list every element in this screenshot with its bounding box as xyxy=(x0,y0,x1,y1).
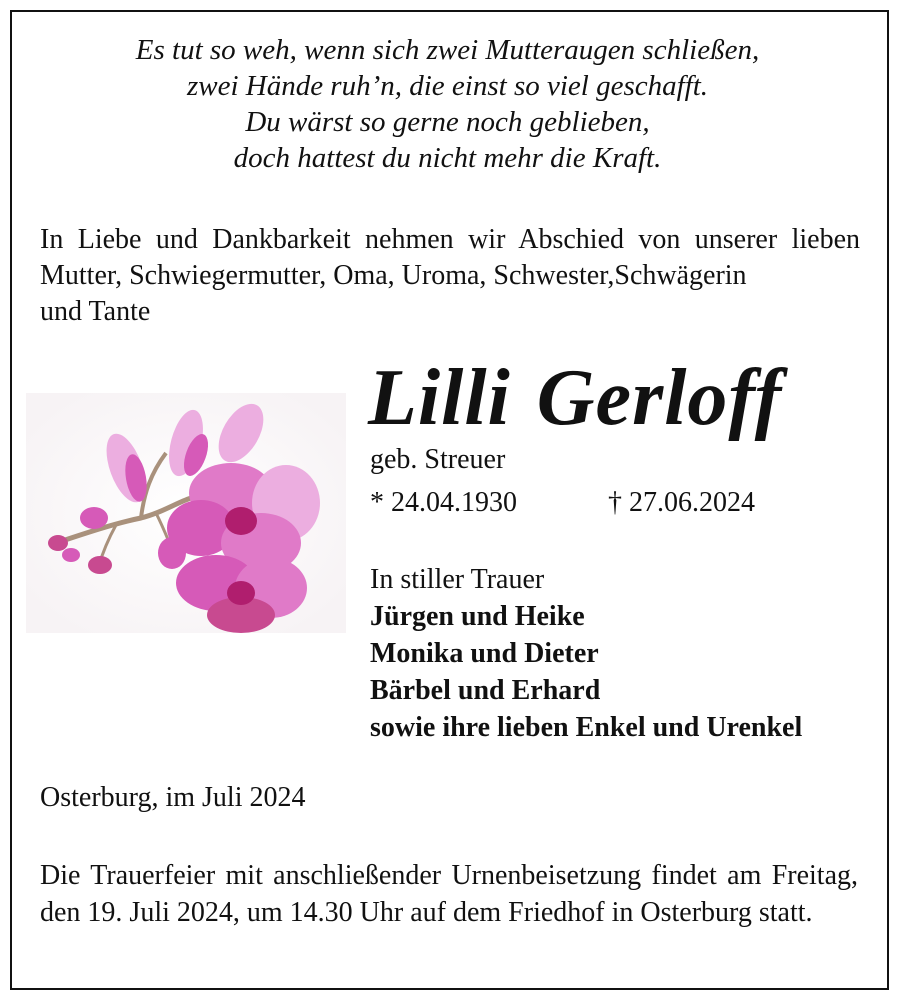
maiden-name: geb. Streuer xyxy=(370,444,506,475)
death-date: † 27.06.2024 xyxy=(608,487,755,518)
intro-last-line: und Tante xyxy=(40,296,151,327)
deceased-first-name: Lilli xyxy=(368,354,511,442)
mourning-heading: In stiller Trauer xyxy=(370,564,545,595)
poem-line: doch hattest du nicht mehr die Kraft. xyxy=(233,142,662,174)
mourner-family: Bärbel und Erhard xyxy=(370,675,601,706)
mourners-list xyxy=(370,561,870,746)
mourner-family: Monika und Dieter xyxy=(370,638,599,669)
mourner-family: Jürgen und Heike xyxy=(370,601,585,632)
mourner-family: sowie ihre lieben Enkel und Urenkel xyxy=(370,712,803,743)
memorial-poem xyxy=(0,32,895,176)
poem-line: Du wärst so gerne noch geblieben, xyxy=(245,106,650,138)
deceased-last-name: Gerloff xyxy=(536,354,783,442)
farewell-intro xyxy=(40,222,860,330)
poem-line: Es tut so weh, wenn sich zwei Mutteraugen schließen, xyxy=(135,34,760,66)
birth-date: * 24.04.1930 xyxy=(370,487,517,518)
place-and-date: Osterburg, im Juli 2024 xyxy=(40,782,306,813)
poem-line: zwei Hände ruh’n, die einst so viel geschafft. xyxy=(186,70,709,102)
intro-text: In Liebe und Dankbarkeit nehmen wir Abschied von unserer lieben Mutter, Schwiegermutter, Oma, Uroma, Schwester,Schwägerin xyxy=(40,224,860,291)
funeral-notice: Die Trauerfeier mit anschließender Urnenbeisetzung findet am Freitag, den 19. Juli 2024, um 14.30 Uhr auf dem Friedhof in Osterburg statt. xyxy=(40,860,858,928)
deceased-name xyxy=(368,354,868,442)
orchid-flower-icon xyxy=(26,393,346,633)
